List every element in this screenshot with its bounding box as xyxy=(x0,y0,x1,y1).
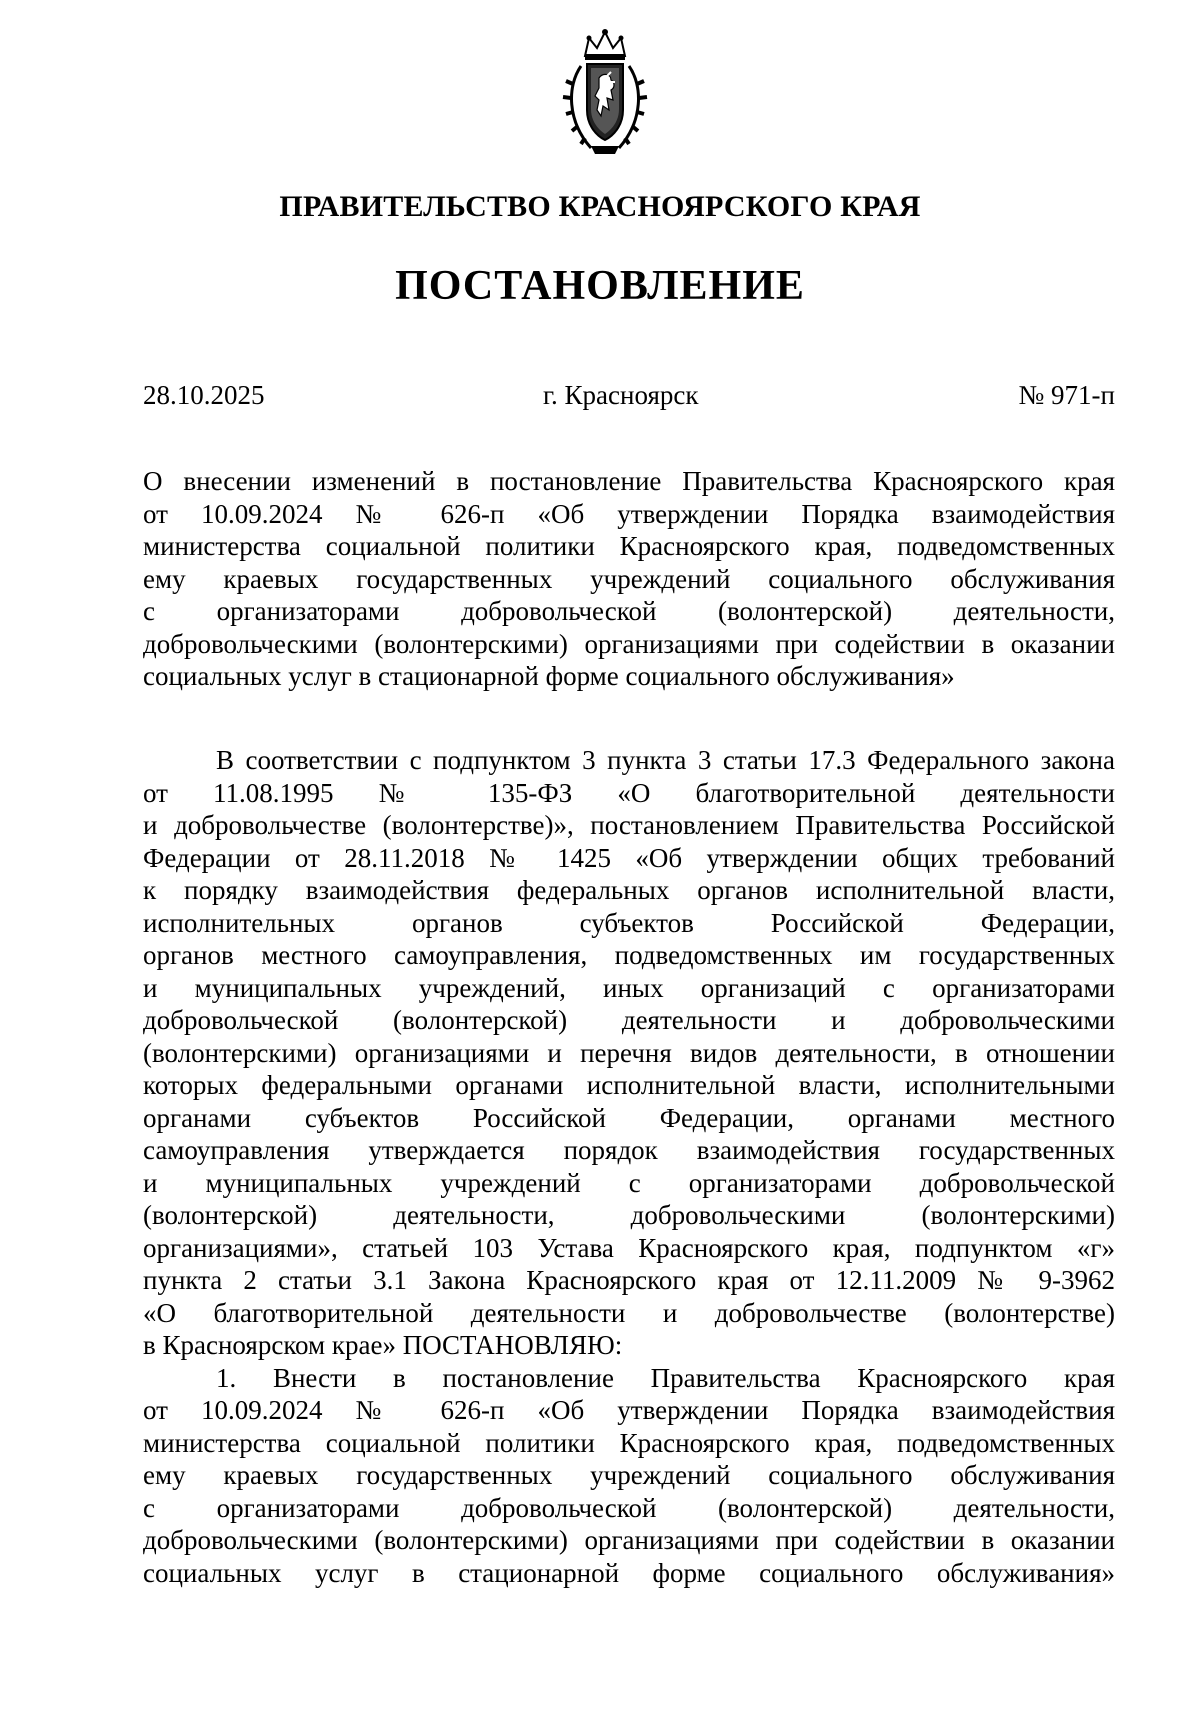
subject-line: с организаторами добровольческой (волонтерской) деятельности, xyxy=(143,596,1115,626)
document-number: № 971-п xyxy=(1018,380,1115,410)
body-line: и добровольчестве (волонтерстве)», постановлением Правительства Российской xyxy=(143,810,1115,840)
document-city: г. Красноярск xyxy=(543,380,699,410)
body-line: которых федеральными органами исполнительной власти, исполнительными xyxy=(143,1070,1115,1100)
subject-line: министерства социальной политики Красноярского края, подведомственных xyxy=(143,531,1115,561)
document-subject xyxy=(143,465,1115,693)
body-line: органов местного самоуправления, подведомственных им государственных xyxy=(143,940,1115,970)
body-line: 1. Внести в постановление Правительства Красноярского края xyxy=(216,1362,1115,1393)
body-line: социальных услуг в стационарной форме социального обслуживания» xyxy=(143,1557,1115,1588)
body-line: и муниципальных учреждений с организаторами добровольческой xyxy=(143,1167,1115,1198)
body-line: к порядку взаимодействия федеральных органов исполнительной власти, xyxy=(143,875,1115,905)
body-line: Федерации от 28.11.2018 № 1425 «Об утверждении общих требований xyxy=(143,842,1115,873)
coat-of-arms-icon xyxy=(561,26,649,158)
body-line: добровольческими (волонтерскими) организациями при содействии в оказании xyxy=(143,1525,1115,1555)
body-line: «О благотворительной деятельности и добровольчестве (волонтерстве) xyxy=(143,1297,1115,1328)
body-line: пункта 2 статьи 3.1 Закона Красноярского края от 12.11.2009 № 9-3962 xyxy=(143,1265,1115,1295)
body-line: организациями», статьей 103 Устава Красноярского края, подпунктом «г» xyxy=(143,1232,1115,1263)
document-type-heading: ПОСТАНОВЛЕНИЕ xyxy=(395,263,805,309)
body-line: с организаторами добровольческой (волонтерской) деятельности, xyxy=(143,1492,1115,1523)
coat-of-arms-emblem xyxy=(561,26,649,158)
body-line: от 10.09.2024 № 626-п «Об утверждении Порядка взаимодействия xyxy=(143,1395,1115,1425)
document-date: 28.10.2025 xyxy=(143,380,265,410)
body-line: ему краевых государственных учреждений социального обслуживания xyxy=(143,1460,1115,1490)
subject-line: О внесении изменений в постановление Правительства Красноярского края xyxy=(143,466,1115,496)
body-line: добровольческой (волонтерской) деятельности и добровольческими xyxy=(143,1005,1115,1035)
body-line: от 11.08.1995 № 135-ФЗ «О благотворительной деятельности xyxy=(143,777,1115,808)
document-meta-row xyxy=(143,380,1115,420)
body-line: в Красноярском крае» ПОСТАНОВЛЯЮ: xyxy=(143,1330,623,1360)
body-line: исполнительных органов субъектов Российской Федерации, xyxy=(143,907,1115,938)
subject-line: ему краевых государственных учреждений социального обслуживания xyxy=(143,563,1115,594)
body-line: органами субъектов Российской Федерации, органами местного xyxy=(143,1102,1115,1133)
document-body xyxy=(143,744,1115,1589)
subject-line: добровольческими (волонтерскими) организациями при содействии в оказании xyxy=(143,628,1115,659)
body-line: (волонтерской) деятельности, добровольческими (волонтерскими) xyxy=(143,1200,1115,1230)
body-line: министерства социальной политики Красноярского края, подведомственных xyxy=(143,1427,1115,1458)
body-line: и муниципальных учреждений, иных организаций с организаторами xyxy=(143,972,1115,1003)
subject-line: от 10.09.2024 № 626-п «Об утверждении Порядка взаимодействия xyxy=(143,498,1115,529)
body-line: самоуправления утверждается порядок взаимодействия государственных xyxy=(143,1135,1115,1165)
body-line: (волонтерскими) организациями и перечня видов деятельности, в отношении xyxy=(143,1037,1115,1068)
government-title: ПРАВИТЕЛЬСТВО КРАСНОЯРСКОГО КРАЯ xyxy=(279,190,921,223)
subject-line: социальных услуг в стационарной форме социального обслуживания» xyxy=(143,661,955,691)
body-line: В соответствии с подпунктом 3 пункта 3 статьи 17.3 Федерального закона xyxy=(216,745,1115,775)
